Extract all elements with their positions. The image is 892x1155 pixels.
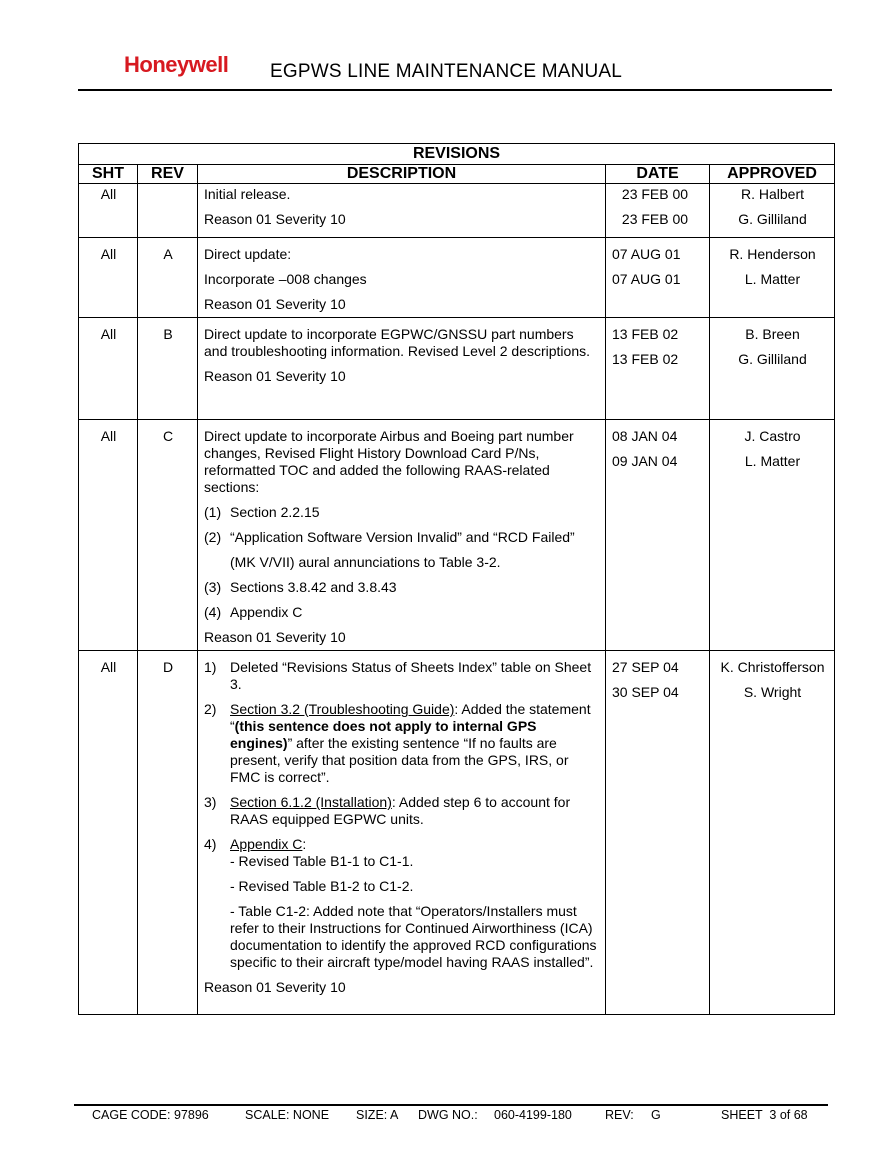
approver-name: L. Matter [744,271,801,287]
approver-name: B. Breen [745,326,800,342]
approver-name: S. Wright [743,684,802,700]
section-reference: Section 6.1.2 (Installation) [230,794,392,810]
table-row [79,318,835,420]
item-text: Sections 3.8.42 and 3.8.43 [230,579,397,595]
sht-cell: All [79,420,138,651]
reason-line: Reason 01 Severity 10 [204,296,346,312]
item-number: (4) [204,604,222,620]
reason-line: Reason 01 Severity 10 [204,211,346,227]
rev-cell: C [138,420,198,651]
list-item [204,504,600,521]
approver-name: G. Gilliland [738,211,807,227]
list-item [204,604,600,621]
date-value: 23 FEB 00 [621,211,689,227]
description-cell [198,420,606,651]
item-text-segment: : Added the statement “ [230,701,591,734]
item-text [230,794,600,828]
honeywell-logo: Honeywell [124,52,229,77]
table-row [79,184,835,238]
rev-cell: A [138,238,198,318]
column-header-date: DATE [606,165,710,184]
list-item [204,554,600,571]
reason-line: Reason 01 Severity 10 [204,368,346,384]
item-number: (3) [204,579,222,595]
description-line: Direct update to incorporate Airbus and Boeing part number changes, Revised Flight History Download Card P/Ns, reformatted TOC and added the following RAAS-related sections: [204,428,574,495]
rev-cell: D [138,651,198,1015]
list-item [204,579,600,596]
table-row [79,420,835,651]
column-header-approved: APPROVED [710,165,835,184]
revisions-table [78,143,835,1015]
item-number: (1) [204,504,222,520]
approver-name: R. Henderson [729,246,816,262]
item-number: 2) [204,701,217,717]
date-cell [606,238,710,318]
bold-statement: (this sentence does not apply to internal GPS engines) [230,718,537,751]
table-title: REVISIONS [79,144,835,165]
date-value: 09 JAN 04 [612,453,678,469]
approver-name: L. Matter [744,453,801,469]
description-line: Incorporate –008 changes [204,271,367,287]
sht-cell: All [79,238,138,318]
header-divider [78,89,832,91]
sub-item: - Table C1-2: Added note that “Operators/Installers must refer to their Instructions for Continued Airworthiness (ICA) documentation to identify the approved RCD configurations specific to their aircraft type/model having RAAS installed”. [230,903,597,970]
description-cell [198,651,606,1015]
date-value: 13 FEB 02 [612,351,679,367]
description-line: Initial release. [204,186,291,202]
date-value: 23 FEB 00 [621,186,689,202]
item-number: 4) [204,836,217,852]
column-header-description: DESCRIPTION [198,165,606,184]
manual-title: EGPWS LINE MAINTENANCE MANUAL [270,61,623,82]
date-value: 08 JAN 04 [612,428,678,444]
date-value: 27 SEP 04 [612,659,679,675]
item-text: Section 2.2.15 [230,504,320,520]
list-item [204,529,600,546]
date-value: 07 AUG 01 [612,246,681,262]
paper-size: SIZE: A [356,1108,399,1122]
item-text [230,701,600,786]
item-text: Deleted “Revisions Status of Sheets Index” table on Sheet 3. [230,659,592,692]
date-cell [606,420,710,651]
description-cell [198,238,606,318]
item-number [204,554,230,571]
column-header-sht: SHT [79,165,138,184]
approver-name: R. Halbert [740,186,805,202]
reason-line: Reason 01 Severity 10 [204,629,346,645]
approver-name: K. Christofferson [720,659,825,675]
item-text [230,836,600,870]
drawing-number-label: DWG NO.: [418,1108,478,1122]
date-cell [606,651,710,1015]
revision-label: REV: [605,1108,634,1122]
date-cell [606,318,710,420]
item-number: 3) [204,794,217,810]
sub-item: - Revised Table B1-2 to C1-2. [230,878,414,894]
description-line: Direct update: [204,246,292,262]
description-line: Direct update to incorporate EGPWC/GNSSU part numbers and troubleshooting information. Revised Level 2 descriptions. [204,326,591,359]
table-row [79,238,835,318]
rev-cell [138,184,198,238]
approved-cell [710,238,835,318]
description-cell [198,318,606,420]
item-text-segment: ” after the existing sentence “If no faults are present, verify that position data from the GPS, IRS, or FMC is correct”. [230,735,569,785]
list-item [204,659,600,693]
sht-cell: All [79,184,138,238]
date-value: 07 AUG 01 [612,271,681,287]
approved-cell [710,651,835,1015]
approver-name: J. Castro [744,428,801,444]
item-text-segment: : [302,836,307,852]
sheet-number: SHEET 3 of 68 [721,1108,808,1122]
date-value: 30 SEP 04 [612,684,679,700]
list-item [204,836,600,870]
approver-name: G. Gilliland [738,351,807,367]
drawing-number: 060-4199-180 [494,1108,572,1122]
item-number: 1) [204,659,217,675]
reason-line: Reason 01 Severity 10 [204,979,346,995]
item-text: (MK V/VII) aural annunciations to Table 3-2. [230,554,501,570]
item-text-segment: : Added step 6 to account for RAAS equipped EGPWC units. [230,794,571,827]
sub-item: - Revised Table B1-1 to C1-1. [230,853,414,869]
approved-cell [710,184,835,238]
list-item [204,701,600,786]
footer-divider [74,1104,828,1106]
table-row [79,651,835,1015]
column-header-rev: REV [138,165,198,184]
sht-cell: All [79,318,138,420]
date-cell [606,184,710,238]
approved-cell [710,420,835,651]
section-reference: Section 3.2 (Troubleshooting Guide) [230,701,455,717]
section-reference: Appendix C [230,836,303,852]
rev-cell: B [138,318,198,420]
item-text: “Application Software Version Invalid” and “RCD Failed” [230,529,575,545]
cage-code: CAGE CODE: 97896 [92,1108,209,1122]
date-value: 13 FEB 02 [612,326,679,342]
sht-cell: All [79,651,138,1015]
description-cell [198,184,606,238]
revision-value: G [651,1108,661,1122]
list-item [204,794,600,828]
approved-cell [710,318,835,420]
item-number: (2) [204,529,222,545]
item-text: Appendix C [230,604,303,620]
scale: SCALE: NONE [245,1108,330,1122]
